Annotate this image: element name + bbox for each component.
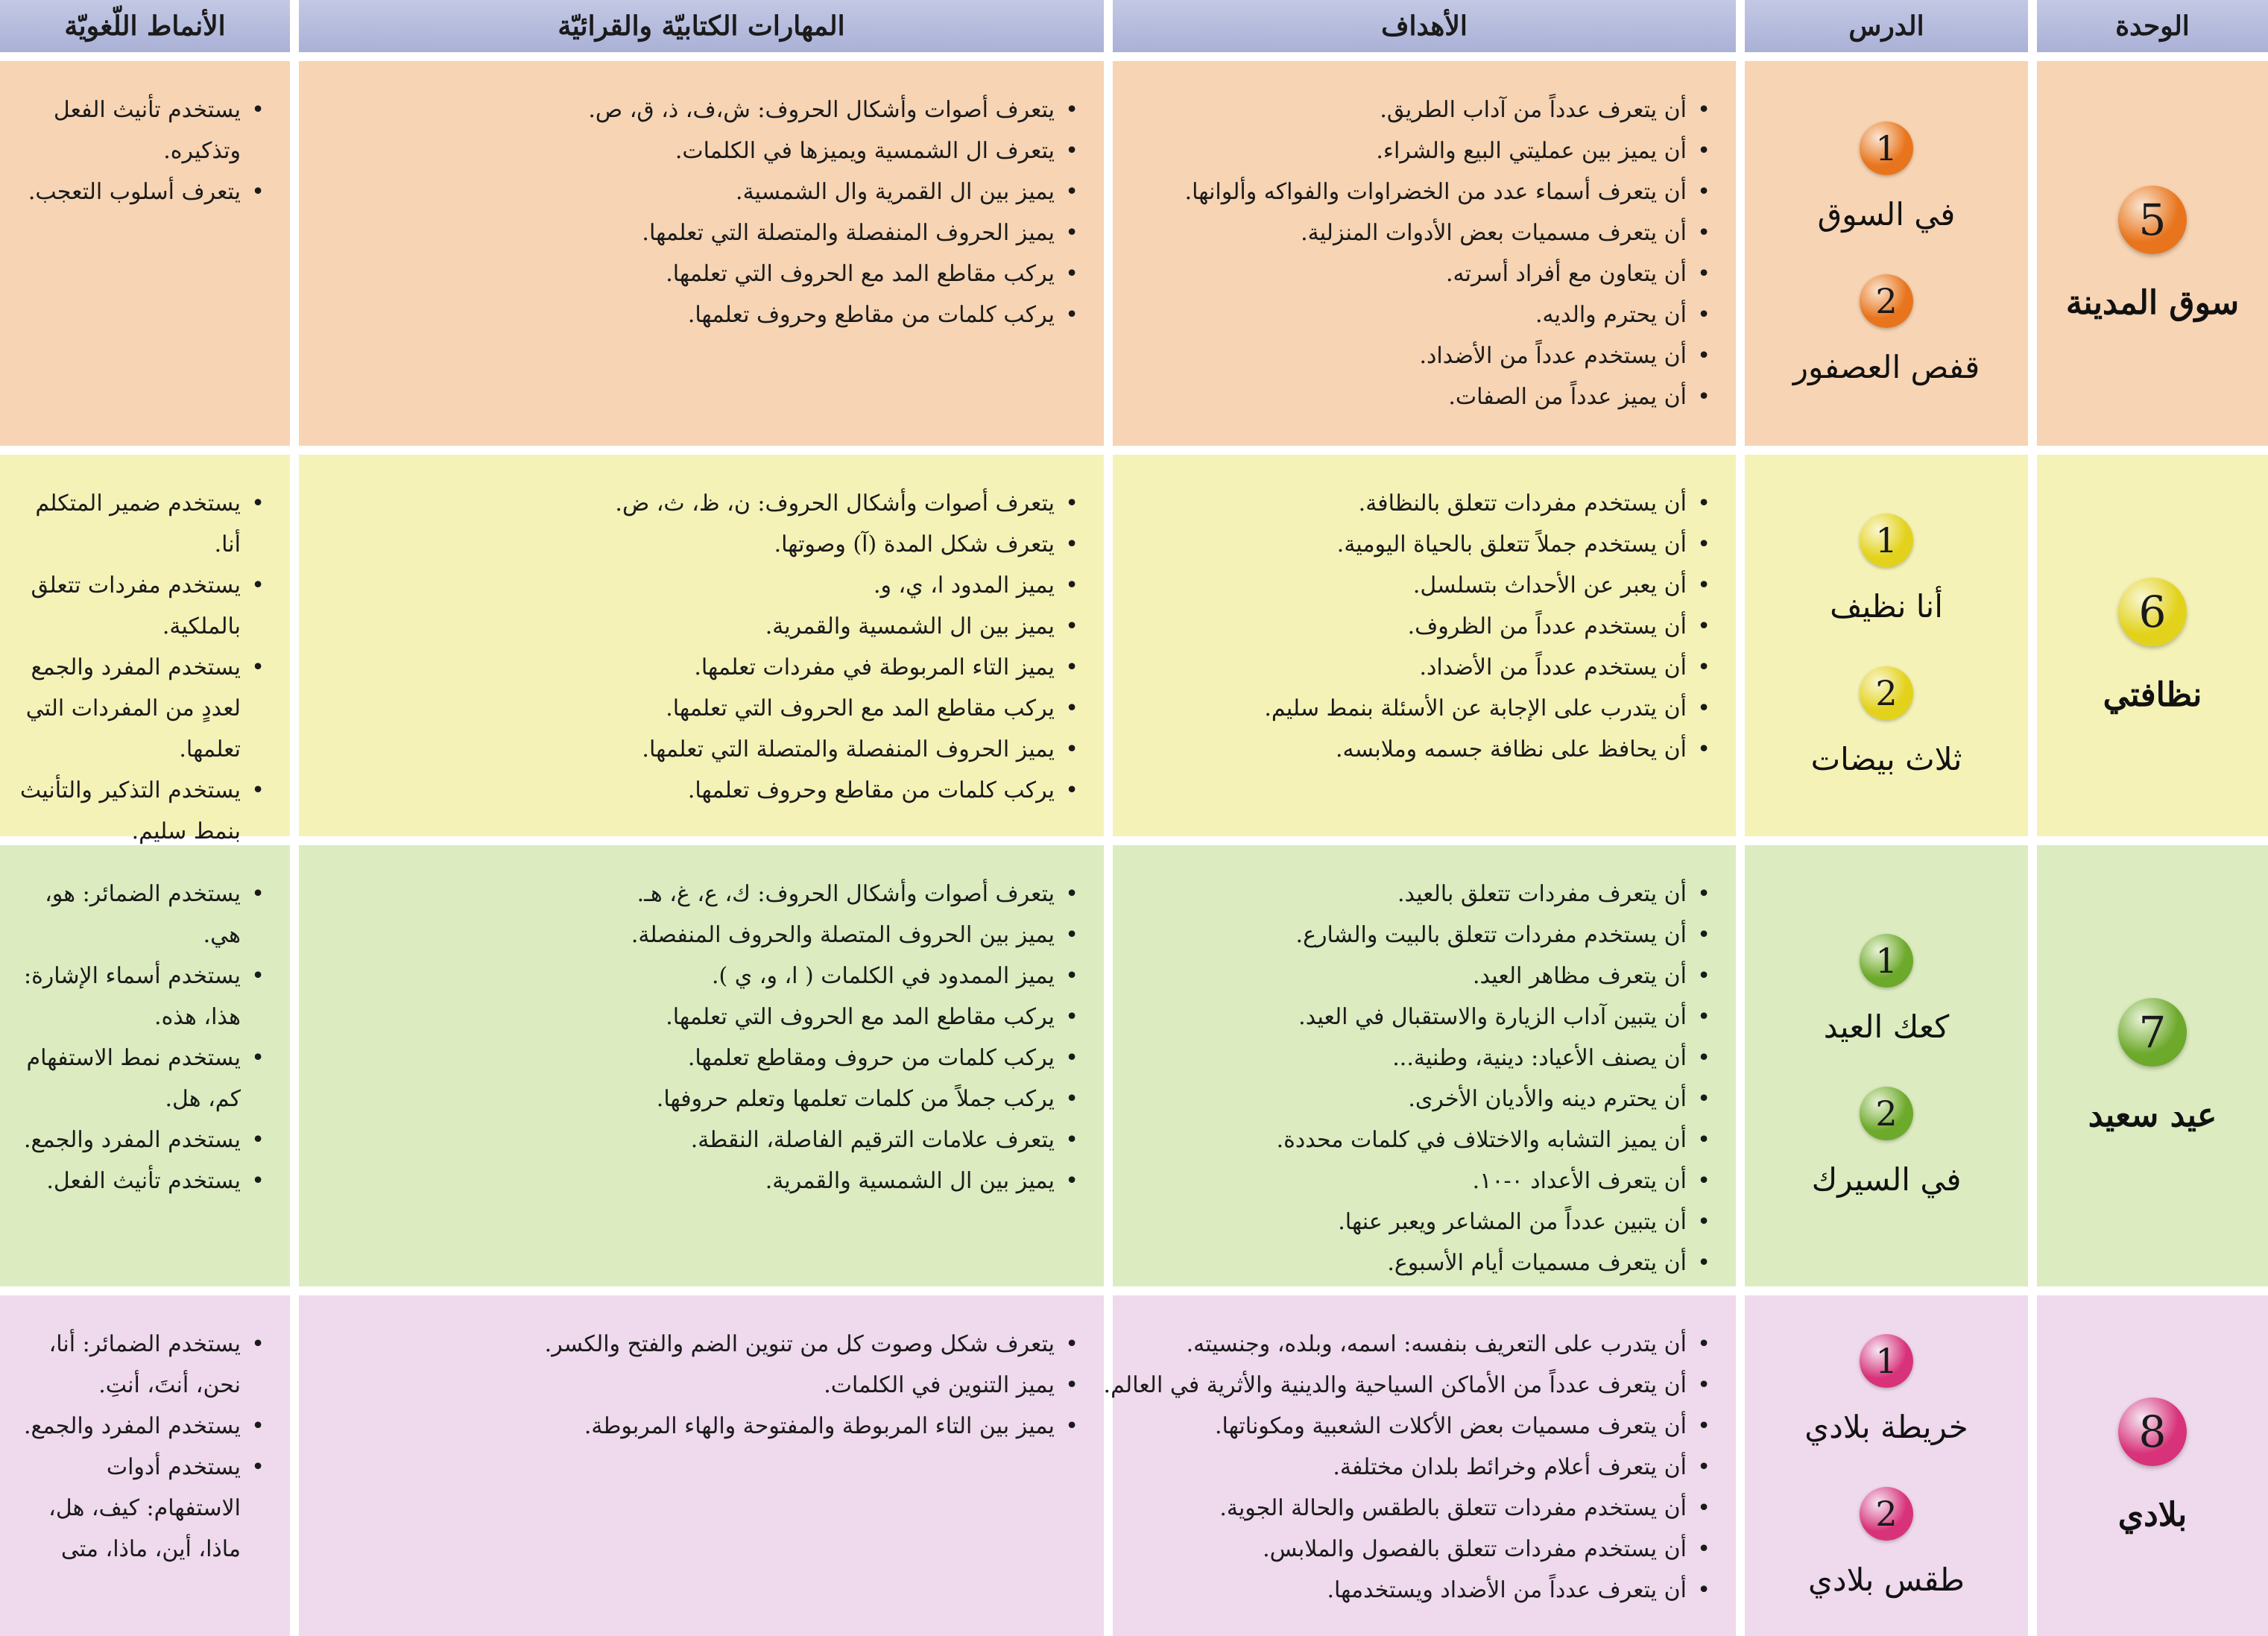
header-objectives: الأهداف bbox=[1113, 0, 1736, 52]
lesson-item bbox=[1793, 274, 1980, 385]
bullet-icon: • bbox=[1697, 138, 1711, 164]
objective-list bbox=[1113, 61, 1736, 432]
skill-cell bbox=[299, 1295, 1104, 1636]
lesson-number-badge: 1 bbox=[1860, 1334, 1913, 1388]
skill-text: يركب مقاطع المد مع الحروف التي تعلمها. bbox=[666, 1004, 1055, 1030]
list-item bbox=[1128, 335, 1711, 376]
bullet-icon: • bbox=[1697, 261, 1711, 287]
bullet-icon: • bbox=[251, 777, 265, 803]
list-item bbox=[1128, 729, 1711, 770]
objective-list bbox=[1113, 455, 1736, 785]
skill-text: يركب كلمات من مقاطع وحروف تعلمها. bbox=[687, 777, 1055, 803]
skill-text: يميز التنوين في الكلمات. bbox=[824, 1372, 1055, 1398]
lesson-item bbox=[1818, 121, 1956, 233]
list-item bbox=[314, 171, 1078, 212]
bullet-icon: • bbox=[1065, 1127, 1078, 1153]
list-item bbox=[314, 874, 1078, 915]
skill-text: يميز بين ال الشمسية والقمرية. bbox=[765, 613, 1055, 639]
objective-text: أن يستخدم جملاً تتعلق بالحياة اليومية. bbox=[1336, 531, 1687, 558]
list-item bbox=[314, 253, 1078, 294]
list-item bbox=[1128, 524, 1711, 565]
unit-name: سوق المدينة bbox=[2065, 283, 2240, 322]
list-item bbox=[314, 483, 1078, 524]
bullet-icon: • bbox=[251, 179, 265, 205]
list-item bbox=[314, 1037, 1078, 1078]
list-item bbox=[314, 1160, 1078, 1201]
skill-text: يتعرف شكل المدة (آ) وصوتها. bbox=[774, 531, 1055, 558]
list-item bbox=[314, 688, 1078, 729]
bullet-icon: • bbox=[251, 1127, 265, 1153]
list-item bbox=[15, 1406, 265, 1447]
pattern-text: يستخدم المفرد والجمع. bbox=[23, 1413, 241, 1439]
list-item bbox=[1128, 565, 1711, 606]
objective-text: أن يميز عدداً من الصفات. bbox=[1448, 384, 1687, 410]
objective-text: أن يتعرف مفردات تتعلق بالعيد. bbox=[1397, 881, 1687, 907]
skill-text: يميز الحروف المنفصلة والمتصلة التي تعلمها. bbox=[642, 220, 1055, 246]
pattern-text: يستخدم ضمير المتكلم أنا. bbox=[35, 490, 241, 558]
list-item bbox=[314, 1119, 1078, 1160]
pattern-text: يستخدم نمط الاستفهام كم، هل. bbox=[26, 1045, 241, 1112]
objective-text: أن يعبر عن الأحداث بتسلسل. bbox=[1412, 572, 1687, 599]
list-item bbox=[1128, 1160, 1711, 1201]
list-item bbox=[314, 565, 1078, 606]
unit-number-badge: 7 bbox=[2118, 998, 2187, 1067]
bullet-icon: • bbox=[1697, 179, 1711, 205]
list-item bbox=[1128, 1242, 1711, 1283]
bullet-icon: • bbox=[1065, 261, 1078, 287]
bullet-icon: • bbox=[1065, 1004, 1078, 1030]
lesson-item bbox=[1808, 1487, 1965, 1598]
bullet-icon: • bbox=[1697, 572, 1711, 599]
pattern-text: يستخدم أسماء الإشارة: هذا، هذه. bbox=[23, 963, 241, 1030]
list-item bbox=[314, 89, 1078, 130]
skill-text: يميز بين ال الشمسية والقمرية. bbox=[765, 1168, 1055, 1194]
list-item bbox=[314, 915, 1078, 956]
pattern-text: يستخدم الضمائر: أنا، نحن، أنتَ، أنتِ. bbox=[48, 1331, 241, 1398]
unit-cell bbox=[2037, 1295, 2268, 1636]
list-item bbox=[314, 1406, 1078, 1447]
list-item bbox=[1128, 1447, 1711, 1488]
objective-text: أن يتعرف عدداً من آداب الطريق. bbox=[1380, 97, 1687, 123]
bullet-icon: • bbox=[251, 1413, 265, 1439]
objective-text: أن يتعرف مظاهر العيد. bbox=[1473, 963, 1687, 989]
list-item bbox=[15, 956, 265, 1037]
pattern-list bbox=[0, 61, 290, 227]
list-item bbox=[1128, 1488, 1711, 1529]
pattern-cell bbox=[0, 61, 290, 446]
bullet-icon: • bbox=[1697, 654, 1711, 680]
objective-text: أن يميز التشابه والاختلاف في كلمات محددة. bbox=[1276, 1127, 1687, 1153]
bullet-icon: • bbox=[251, 654, 265, 680]
objective-text: أن يتعاون مع أفراد أسرته. bbox=[1446, 261, 1687, 287]
bullet-icon: • bbox=[1065, 1413, 1078, 1439]
bullet-icon: • bbox=[1697, 1045, 1711, 1071]
lesson-name: أنا نظيف bbox=[1830, 588, 1943, 625]
objective-text: أن يتعرف عدداً من الأماكن السياحية والدينية والأثرية في العالم. bbox=[1103, 1372, 1687, 1398]
objective-text: أن يتدرب على الإجابة عن الأسئلة بنمط سليم. bbox=[1264, 695, 1687, 721]
skill-text: يركب مقاطع المد مع الحروف التي تعلمها. bbox=[666, 695, 1055, 721]
lesson-number-badge: 2 bbox=[1860, 1487, 1913, 1541]
lesson-number-badge: 1 bbox=[1860, 934, 1913, 988]
lessons-cell bbox=[1745, 845, 2028, 1286]
bullet-icon: • bbox=[1065, 1372, 1078, 1398]
objective-text: أن يستخدم عدداً من الأضداد. bbox=[1419, 343, 1687, 369]
list-item bbox=[1128, 1078, 1711, 1119]
objective-cell bbox=[1113, 845, 1736, 1286]
lesson-number-badge: 1 bbox=[1860, 514, 1913, 567]
skill-list bbox=[299, 455, 1104, 826]
pattern-text: يستخدم المفرد والجمع لعددٍ من المفردات التي تعلمها. bbox=[25, 654, 241, 762]
objective-text: أن يتعرف أعلام وخرائط بلدان مختلفة. bbox=[1333, 1454, 1687, 1480]
list-item bbox=[1128, 376, 1711, 417]
objective-text: أن يحافظ على نظافة جسمه وملابسه. bbox=[1335, 736, 1687, 762]
lesson-name: طقس بلادي bbox=[1808, 1561, 1965, 1598]
bullet-icon: • bbox=[1065, 302, 1078, 328]
skill-list bbox=[299, 845, 1104, 1216]
bullet-icon: • bbox=[1697, 302, 1711, 328]
skill-text: يميز الحروف المنفصلة والمتصلة التي تعلمها. bbox=[642, 736, 1055, 762]
unit-number-badge: 6 bbox=[2118, 578, 2187, 646]
bullet-icon: • bbox=[1065, 881, 1078, 907]
bullet-icon: • bbox=[1697, 1495, 1711, 1521]
lesson-item bbox=[1824, 934, 1949, 1045]
objective-text: أن يتبين آداب الزيارة والاستقبال في العيد. bbox=[1298, 1004, 1687, 1030]
objective-text: أن يتدرب على التعريف بنفسه: اسمه، وبلده، وجنسيته. bbox=[1186, 1331, 1687, 1357]
bullet-icon: • bbox=[1065, 777, 1078, 803]
objective-text: أن يستخدم مفردات تتعلق بالنظافة. bbox=[1358, 490, 1687, 517]
bullet-icon: • bbox=[1065, 179, 1078, 205]
lesson-name: كعك العيد bbox=[1823, 1008, 1950, 1045]
skill-cell bbox=[299, 455, 1104, 836]
objective-text: أن يميز بين عمليتي البيع والشراء. bbox=[1376, 138, 1687, 164]
skill-text: يتعرف ال الشمسية ويميزها في الكلمات. bbox=[675, 138, 1055, 164]
bullet-icon: • bbox=[1697, 1209, 1711, 1235]
list-item bbox=[314, 130, 1078, 171]
list-item bbox=[15, 770, 265, 852]
bullet-icon: • bbox=[1697, 1168, 1711, 1194]
header-patterns: الأنماط اللّغويّة bbox=[0, 0, 290, 52]
list-item bbox=[1128, 1529, 1711, 1570]
list-item bbox=[1128, 89, 1711, 130]
skill-text: يتعرف شكل وصوت كل من تنوين الضم والفتح والكسر. bbox=[544, 1331, 1055, 1357]
skill-cell bbox=[299, 61, 1104, 446]
skill-text: يميز بين الحروف المتصلة والحروف المنفصلة. bbox=[631, 922, 1055, 948]
list-item bbox=[15, 1160, 265, 1201]
bullet-icon: • bbox=[1065, 1168, 1078, 1194]
list-item bbox=[15, 565, 265, 647]
objective-text: أن يتبين عدداً من المشاعر ويعبر عنها. bbox=[1338, 1209, 1687, 1235]
skill-text: يركب كلمات من حروف ومقاطع تعلمها. bbox=[687, 1045, 1055, 1071]
list-item bbox=[1128, 294, 1711, 335]
unit-name: نظافتي bbox=[2103, 675, 2202, 714]
bullet-icon: • bbox=[1697, 220, 1711, 246]
bullet-icon: • bbox=[251, 97, 265, 123]
objective-text: أن يستخدم عدداً من الأضداد. bbox=[1419, 654, 1687, 680]
lesson-name: في السوق bbox=[1817, 196, 1956, 233]
pattern-text: يستخدم تأنيث الفعل. bbox=[46, 1168, 241, 1194]
list-item bbox=[15, 647, 265, 770]
bullet-icon: • bbox=[1697, 1536, 1711, 1562]
skill-text: يميز بين ال القمرية وال الشمسية. bbox=[736, 179, 1055, 205]
lesson-number-badge: 2 bbox=[1860, 1087, 1913, 1140]
bullet-icon: • bbox=[251, 1454, 265, 1480]
lessons-cell bbox=[1745, 61, 2028, 446]
lesson-name: خريطة بلادي bbox=[1804, 1408, 1968, 1445]
lesson-item bbox=[1811, 666, 1962, 777]
bullet-icon: • bbox=[1697, 1331, 1711, 1357]
pattern-cell bbox=[0, 845, 290, 1286]
objective-text: أن يستخدم عدداً من الظروف. bbox=[1407, 613, 1687, 639]
lesson-name: قفص العصفور bbox=[1792, 349, 1980, 385]
objective-cell bbox=[1103, 1295, 1736, 1636]
unit-cell bbox=[2037, 845, 2268, 1286]
lessons-cell bbox=[1745, 455, 2028, 836]
objective-list bbox=[1103, 1295, 1736, 1626]
bullet-icon: • bbox=[251, 572, 265, 599]
pattern-cell bbox=[0, 455, 290, 844]
list-item bbox=[314, 729, 1078, 770]
objective-text: أن يتعرف عدداً من الأضداد ويستخدمها. bbox=[1327, 1577, 1687, 1603]
pattern-text: يستخدم تأنيث الفعل وتذكيره. bbox=[53, 97, 241, 164]
lesson-item bbox=[1812, 1087, 1962, 1198]
list-item bbox=[1128, 997, 1711, 1037]
bullet-icon: • bbox=[1065, 963, 1078, 989]
list-item bbox=[1128, 688, 1711, 729]
list-item bbox=[15, 89, 265, 171]
list-item bbox=[314, 956, 1078, 997]
list-item bbox=[314, 647, 1078, 688]
list-item bbox=[1128, 1406, 1711, 1447]
list-item bbox=[1128, 130, 1711, 171]
unit-number-badge: 8 bbox=[2118, 1397, 2187, 1466]
pattern-list bbox=[0, 1295, 290, 1585]
pattern-text: يستخدم الضمائر: هو، هي. bbox=[45, 881, 241, 948]
pattern-list bbox=[0, 845, 290, 1216]
list-item bbox=[15, 1324, 265, 1406]
list-item bbox=[1128, 212, 1711, 253]
bullet-icon: • bbox=[1697, 881, 1711, 907]
list-item bbox=[15, 874, 265, 956]
skill-text: يركب جملاً من كلمات تعلمها وتعلم حروفها. bbox=[656, 1086, 1055, 1112]
lesson-number-badge: 1 bbox=[1860, 121, 1913, 175]
skill-text: يميز بين التاء المربوطة والمفتوحة والهاء المربوطة. bbox=[584, 1413, 1055, 1439]
list-item bbox=[15, 483, 265, 565]
objective-text: أن يتعرف مسميات بعض الأدوات المنزلية. bbox=[1301, 220, 1687, 246]
list-item bbox=[1128, 874, 1711, 915]
bullet-icon: • bbox=[1697, 384, 1711, 410]
list-item bbox=[1128, 1201, 1711, 1242]
pattern-text: يستخدم أدوات الاستفهام: كيف، هل، ماذا، أين، ماذا، متى bbox=[48, 1454, 241, 1562]
lessons-cell bbox=[1745, 1295, 2028, 1636]
objective-cell bbox=[1113, 455, 1736, 836]
list-item bbox=[314, 606, 1078, 647]
bullet-icon: • bbox=[1697, 1250, 1711, 1276]
bullet-icon: • bbox=[1697, 343, 1711, 369]
bullet-icon: • bbox=[1065, 736, 1078, 762]
objective-text: أن يستخدم مفردات تتعلق بالبيت والشارع. bbox=[1295, 922, 1687, 948]
list-item bbox=[314, 212, 1078, 253]
bullet-icon: • bbox=[251, 881, 265, 907]
list-item bbox=[314, 524, 1078, 565]
skill-text: يميز المدود ا، ي، و. bbox=[873, 572, 1055, 599]
curriculum-table bbox=[19, 0, 2268, 1603]
list-item bbox=[1128, 1037, 1711, 1078]
bullet-icon: • bbox=[1697, 1577, 1711, 1603]
bullet-icon: • bbox=[1697, 922, 1711, 948]
list-item bbox=[1128, 1119, 1711, 1160]
bullet-icon: • bbox=[1697, 1454, 1711, 1480]
objective-text: أن يستخدم مفردات تتعلق بالطقس والحالة الجوية. bbox=[1219, 1495, 1687, 1521]
bullet-icon: • bbox=[251, 1331, 265, 1357]
bullet-icon: • bbox=[1697, 736, 1711, 762]
header-unit: الوحدة bbox=[2037, 0, 2268, 52]
list-item bbox=[314, 294, 1078, 335]
lesson-number-badge: 2 bbox=[1860, 666, 1913, 720]
objective-list bbox=[1113, 845, 1736, 1298]
objective-text: أن يصنف الأعياد: دينية، وطنية... bbox=[1392, 1045, 1687, 1071]
objective-text: أن يحترم والديه. bbox=[1535, 302, 1687, 328]
lesson-item bbox=[1830, 514, 1943, 625]
bullet-icon: • bbox=[1065, 1086, 1078, 1112]
objective-text: أن يستخدم مفردات تتعلق بالفصول والملابس. bbox=[1263, 1536, 1687, 1562]
bullet-icon: • bbox=[251, 490, 265, 517]
list-item bbox=[1128, 956, 1711, 997]
bullet-icon: • bbox=[1697, 97, 1711, 123]
objective-text: أن يتعرف أسماء عدد من الخضراوات والفواكه وألوانها. bbox=[1184, 179, 1687, 205]
list-item bbox=[314, 1324, 1078, 1365]
bullet-icon: • bbox=[1697, 695, 1711, 721]
list-item bbox=[15, 1447, 265, 1570]
bullet-icon: • bbox=[1065, 490, 1078, 517]
skill-cell bbox=[299, 845, 1104, 1286]
skill-text: يتعرف أصوات وأشكال الحروف: ش،ف، ذ، ق، ص. bbox=[588, 97, 1055, 123]
bullet-icon: • bbox=[1065, 654, 1078, 680]
bullet-icon: • bbox=[1697, 1413, 1711, 1439]
unit-name: بلادي bbox=[2117, 1496, 2188, 1534]
lesson-name: في السيرك bbox=[1811, 1161, 1962, 1198]
bullet-icon: • bbox=[251, 1045, 265, 1071]
list-item bbox=[1128, 606, 1711, 647]
list-item bbox=[314, 1078, 1078, 1119]
skill-text: يركب كلمات من مقاطع وحروف تعلمها. bbox=[687, 302, 1055, 328]
bullet-icon: • bbox=[1065, 138, 1078, 164]
bullet-icon: • bbox=[1697, 531, 1711, 558]
skill-text: يتعرف علامات الترقيم الفاصلة، النقطة. bbox=[690, 1127, 1055, 1153]
skill-text: يركب مقاطع المد مع الحروف التي تعلمها. bbox=[666, 261, 1055, 287]
objective-text: أن يحترم دينه والأديان الأخرى. bbox=[1408, 1086, 1687, 1112]
bullet-icon: • bbox=[1065, 572, 1078, 599]
list-item bbox=[15, 1037, 265, 1119]
bullet-icon: • bbox=[1697, 1127, 1711, 1153]
objective-text: أن يتعرف الأعداد ٠-١٠. bbox=[1472, 1168, 1687, 1194]
bullet-icon: • bbox=[1065, 613, 1078, 639]
list-item bbox=[1128, 647, 1711, 688]
bullet-icon: • bbox=[1697, 1086, 1711, 1112]
objective-text: أن يتعرف مسميات أيام الأسبوع. bbox=[1387, 1250, 1687, 1276]
lesson-number-badge: 2 bbox=[1860, 274, 1913, 328]
list-item bbox=[1128, 253, 1711, 294]
pattern-text: يستخدم مفردات تتعلق بالملكية. bbox=[31, 572, 241, 639]
bullet-icon: • bbox=[1697, 613, 1711, 639]
list-item bbox=[314, 770, 1078, 811]
list-item bbox=[1103, 1365, 1711, 1406]
skill-text: يتعرف أصوات وأشكال الحروف: ن، ظ، ث، ض. bbox=[615, 490, 1055, 517]
bullet-icon: • bbox=[1697, 1004, 1711, 1030]
bullet-icon: • bbox=[1697, 963, 1711, 989]
bullet-icon: • bbox=[1065, 97, 1078, 123]
list-item bbox=[1128, 1324, 1711, 1365]
skill-list bbox=[299, 1295, 1104, 1462]
lesson-item bbox=[1804, 1334, 1968, 1445]
list-item bbox=[314, 1365, 1078, 1406]
bullet-icon: • bbox=[1065, 695, 1078, 721]
skill-text: يميز التاء المربوطة في مفردات تعلمها. bbox=[694, 654, 1055, 680]
bullet-icon: • bbox=[251, 1168, 265, 1194]
skill-list bbox=[299, 61, 1104, 350]
bullet-icon: • bbox=[1065, 1045, 1078, 1071]
unit-name: عيد سعيد bbox=[2088, 1096, 2217, 1134]
bullet-icon: • bbox=[1697, 490, 1711, 517]
list-item bbox=[1128, 1570, 1711, 1611]
bullet-icon: • bbox=[1065, 922, 1078, 948]
list-item bbox=[1128, 483, 1711, 524]
lesson-name: ثلاث بيضات bbox=[1810, 741, 1962, 777]
list-item bbox=[15, 1119, 265, 1160]
bullet-icon: • bbox=[1065, 531, 1078, 558]
list-item bbox=[1128, 915, 1711, 956]
bullet-icon: • bbox=[251, 963, 265, 989]
pattern-text: يستخدم التذكير والتأنيث بنمط سليم. bbox=[19, 777, 241, 844]
objective-text: أن يتعرف مسميات بعض الأكلات الشعبية ومكوناتها. bbox=[1214, 1413, 1687, 1439]
list-item bbox=[15, 171, 265, 212]
bullet-icon: • bbox=[1065, 1331, 1078, 1357]
pattern-text: يتعرف أسلوب التعجب. bbox=[28, 179, 241, 205]
unit-cell bbox=[2037, 61, 2268, 446]
header-skills: المهارات الكتابيّة والقرائيّة bbox=[299, 0, 1104, 52]
list-item bbox=[1128, 171, 1711, 212]
objective-cell bbox=[1113, 61, 1736, 446]
pattern-text: يستخدم المفرد والجمع. bbox=[23, 1127, 241, 1153]
header-lesson: الدرس bbox=[1745, 0, 2028, 52]
skill-text: يتعرف أصوات وأشكال الحروف: ك، ع، غ، هـ. bbox=[637, 881, 1055, 907]
list-item bbox=[314, 997, 1078, 1037]
skill-text: يميز الممدود في الكلمات ( ا، و، ي ). bbox=[711, 963, 1055, 989]
unit-cell bbox=[2037, 455, 2268, 836]
pattern-cell bbox=[0, 1295, 290, 1636]
bullet-icon: • bbox=[1697, 1372, 1711, 1398]
bullet-icon: • bbox=[1065, 220, 1078, 246]
unit-number-badge: 5 bbox=[2118, 186, 2187, 254]
